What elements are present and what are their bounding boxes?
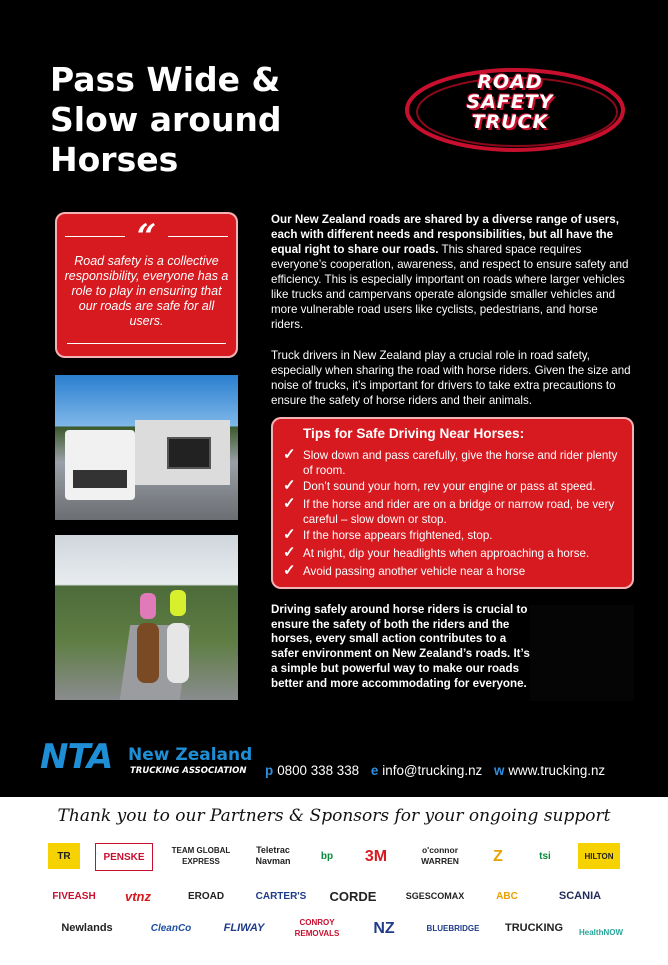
white-horse-shape [167, 623, 189, 683]
check-icon: ✓ [283, 544, 296, 561]
partner-logo: PENSKE [95, 843, 153, 871]
partner-logo: HealthNOW [579, 927, 623, 937]
title-line-1: Pass Wide & [50, 60, 281, 99]
contact-website[interactable] [494, 763, 605, 778]
nta-name: New Zealand [128, 745, 253, 765]
partner-logo: 3M [364, 847, 388, 865]
contact-email[interactable] [371, 763, 482, 778]
tip-item [283, 497, 623, 527]
partner-logo: SGESCOMAX [405, 890, 465, 901]
page-title [50, 60, 320, 180]
phone-key: p [265, 763, 274, 778]
intro-text [271, 212, 633, 424]
tip-text: If the horse appears frightened, stop. [303, 529, 493, 542]
intro-bold-lead: Our New Zealand roads are shared by a diverse range of users, each with different needs and responsibilities, but all have the equal right to share our roads. [271, 213, 619, 256]
check-icon: ✓ [283, 477, 296, 494]
partner-logo: FIVEASH [52, 890, 96, 902]
check-icon: ✓ [283, 495, 296, 512]
contact-phone[interactable] [265, 763, 359, 778]
tip-text: Slow down and pass carefully, give the horse and rider plenty of room. [303, 449, 618, 477]
partner-logo: CARTER'S [255, 890, 307, 902]
partner-logo: SCANIA [558, 889, 602, 902]
partner-logo: bp [320, 850, 334, 862]
partner-logo: FLIWAY [223, 921, 265, 934]
partner-logo: TR [48, 843, 80, 869]
partner-logo: NZ [373, 919, 395, 937]
quote-mark-icon: “ [136, 217, 157, 257]
tip-item [283, 564, 623, 579]
tip-item [283, 546, 623, 561]
tip-item [283, 528, 623, 543]
partner-logo: Z [493, 847, 503, 865]
phone-number: 0800 338 338 [277, 763, 360, 778]
tips-heading: Tips for Safe Driving Near Horses: [303, 426, 525, 441]
logo-word-truck: TRUCK [471, 111, 549, 133]
partner-logo: vtnz [125, 888, 151, 904]
truck-photo [55, 375, 238, 520]
partner-logo: TRUCKING [504, 921, 564, 934]
partner-logo: Teletrac Navman [255, 845, 291, 866]
title-line-3: Horses [50, 140, 179, 179]
tip-text: Don’t sound your horn, rev your engine or pass at speed. [303, 480, 596, 493]
nta-subtitle: TRUCKING ASSOCIATION [130, 766, 247, 776]
partner-logo: ABC [496, 890, 518, 902]
web-key: w [493, 763, 505, 778]
intro-paragraph-1 [271, 212, 633, 332]
quote-divider-bottom [67, 343, 226, 344]
truck-cab-shape [65, 430, 135, 500]
email-key: e [370, 763, 379, 778]
dark-image [530, 605, 634, 701]
logo-word-road: ROAD [477, 71, 543, 93]
partner-logo: EROAD [187, 890, 225, 902]
tip-text: If the horse and rider are on a bridge or narrow road, be very careful – slow down or stop. [303, 498, 615, 526]
partner-logo: TEAM GLOBAL EXPRESS [171, 846, 231, 866]
partner-logo: Newlands [61, 921, 113, 934]
check-icon: ✓ [283, 526, 296, 543]
nta-mark: NTA [40, 737, 113, 777]
road-safety-truck-logo [405, 62, 635, 162]
title-line-2: Slow around [50, 100, 282, 139]
partner-logo: CleanCo [150, 922, 192, 934]
website-url: www.trucking.nz [508, 763, 606, 778]
email-address: info@trucking.nz [382, 763, 483, 778]
quote-text: Road safety is a collective responsibility, everyone has a role to play in ensuring that our roads are safe for all users. [64, 254, 229, 328]
tips-box [271, 417, 634, 589]
horse-riders-photo [55, 535, 238, 700]
nta-logo [40, 728, 255, 783]
check-icon: ✓ [283, 562, 296, 579]
logo-word-safety: SAFETY [466, 91, 554, 113]
truck-grill-shape [73, 470, 127, 488]
quote-box [55, 212, 238, 358]
brown-horse-shape [137, 623, 159, 683]
tip-text: At night, dip your headlights when approaching a horse. [303, 547, 590, 560]
closing-text: Driving safely around horse riders is crucial to ensure the safety of both the riders and the horses, every small action contributes to a safer environment on New Zealand’s roads. It’s a simple but powerful way to make our roads better and more accommodating for everyone. [271, 603, 530, 690]
rider-hiviz-shape [170, 590, 186, 616]
intro-paragraph-2: Truck drivers in New Zealand play a crucial role in road safety, especially when sharing the road with horse riders. Given the size and noise of trucks, it’s important for drivers to take extra precautions to ensure the safety of horse riders and their animals. [271, 349, 631, 407]
partners-section [0, 797, 668, 965]
check-icon: ✓ [283, 446, 296, 463]
intro-paragraph-1-rest: This shared space requires everyone’s cooperation, awareness, and respect to ensure safety and efficiency. This is especially important on roads where larger vehicles like trucks and campervans operate alongside smaller vehicles and more vulnerable road users like cyclists, pedestrians, and horse riders. [271, 243, 629, 331]
tip-item [283, 479, 623, 494]
tip-text: Avoid passing another vehicle near a horse [303, 565, 526, 578]
partners-thanks: Thank you to our Partners & Sponsors for your ongoing support [57, 806, 611, 826]
partner-logo: o'connor WARREN [421, 845, 459, 866]
partner-logo: HILTON [578, 843, 620, 869]
partner-logo: CORDE [329, 888, 377, 904]
partner-logo: tsi [539, 850, 551, 862]
partner-logo: BLUEBRIDGE [426, 923, 480, 933]
contact-line [265, 763, 613, 779]
tip-item [283, 448, 623, 478]
rider-pink-shape [140, 593, 156, 619]
truck-screen-shape [167, 437, 211, 469]
partner-logo: CONROY REMOVALS [294, 918, 340, 938]
logo-text [405, 72, 615, 132]
